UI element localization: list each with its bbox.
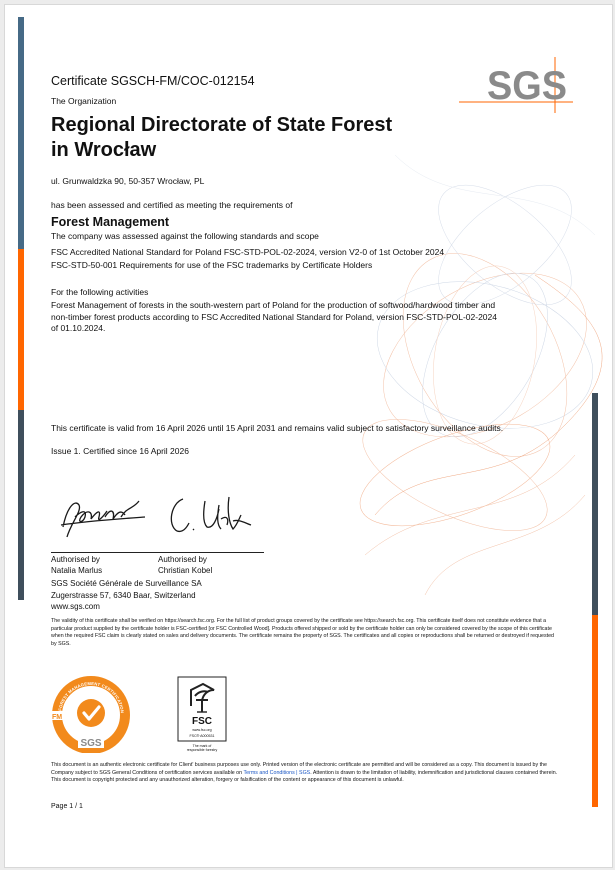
badge-ring-text: FOREST MANAGEMENT CERTIFICATION — [57, 680, 125, 714]
organization-name-line-1: Regional Directorate of State Forest — [51, 114, 393, 136]
fsc-caption-2: responsible forestry — [186, 748, 218, 752]
fsc-url: www.fsc.org — [192, 728, 212, 732]
left-stripe-orange — [18, 249, 24, 410]
disclaimer — [51, 762, 561, 785]
signature-natalia-marlus — [57, 487, 149, 545]
issuer-website[interactable]: www.sgs.com — [51, 602, 100, 611]
badge-fm-text: FM — [52, 714, 63, 721]
issuer-address — [51, 578, 202, 613]
guilloche-watermark — [335, 95, 612, 655]
sgs-logo — [455, 57, 573, 113]
fsc-caption — [173, 744, 231, 752]
forest-management-certification-badge — [51, 673, 131, 753]
activities-text: Forest Management of forests in the south-western part of Poland for the production of softwood/hardwood timber and non-timber forest products according to FSC Accredited National Standard for Poland, version FSC-STD-POL-02-2024 of 01.10.2024. — [51, 300, 497, 333]
fsc-code: FSC® A000531 — [189, 734, 215, 738]
organization-label: The Organization — [51, 96, 117, 106]
signatory-2 — [158, 554, 212, 576]
scope-subtitle: The company was assessed against the following standards and scope — [51, 231, 319, 241]
certificate-number: Certificate SGSCH-FM/COC-012154 — [51, 74, 255, 88]
activities-title: For the following activities — [51, 287, 149, 297]
signatory-2-name: Christian Kobel — [158, 566, 213, 575]
disclaimer-before-link: This document is an authentic electronic certificate for Client' business purposes use only. Printed version of the electronic certificate are permitted and will be considered as a copy. This document is issued by the Company subject to SGS General Conditions of certification services available on — [51, 762, 547, 776]
organization-name — [51, 113, 471, 163]
signatory-1 — [51, 554, 102, 576]
signatory-2-label: Authorised by — [158, 555, 207, 564]
disclaimer-after-link: . Attention is drawn to the limitation of liability, indemnification and jurisdictional clauses contained therein. This document is copyright protected and any unauthorized alteration, forgery or falsification of the content or appearance of this document is unlawful. — [51, 769, 558, 784]
issuer-name: SGS Société Générale de Surveillance SA — [51, 579, 202, 588]
left-stripe-blue — [18, 17, 24, 249]
standard-2: FSC-STD-50-001 Requirements for use of the FSC trademarks by Certificate Holders — [51, 260, 373, 270]
badge-sgs-text: SGS — [80, 738, 102, 749]
assessed-statement: has been assessed and certified as meeting the requirements of — [51, 200, 293, 210]
left-stripe-slate — [18, 410, 24, 600]
fsc-name: FSC — [192, 716, 212, 727]
signatory-1-name: Natalia Marlus — [51, 566, 103, 575]
scope-title: Forest Management — [51, 215, 170, 229]
fsc-logo — [177, 676, 227, 754]
page-number: Page 1 / 1 — [51, 803, 83, 810]
validity-statement: This certificate is valid from 16 April 2026 until 15 April 2031 and remains valid subject to satisfactory surveillance audits. — [51, 423, 504, 433]
validity-fine-print: The validity of this certificate shall be verified on https://search.fsc.org. For the full list of product groups covered by the certificate see https://search.fsc.org. This certificate itself does not constitute evidence that a particular product supplied by the certificate holder is FSC-certified [or FSC Controlled Wood]. Products offered shipped or sold by the certificate holder can only be considered covered by the scope of this certificate when the required FSC claim is clearly stated on sales and delivery documents. The certificate remains the property of SGS. The certificates and all copies or reproductions shall be returned or destroyed if requested by SGS. — [51, 618, 554, 647]
sgs-logo-text: SGS — [487, 64, 567, 108]
certificate-page — [4, 4, 613, 868]
signature-christian-kobel — [163, 489, 255, 541]
issue-statement: Issue 1. Certified since 16 April 2026 — [51, 446, 189, 456]
terms-link[interactable]: Terms and Conditions | SGS — [243, 769, 311, 776]
signature-line — [51, 552, 264, 553]
fsc-caption-1: The mark of — [192, 744, 212, 748]
organization-name-line-2: in Wrocław — [51, 139, 157, 161]
organization-address: ul. Grunwaldzka 90, 50-357 Wrocław, PL — [51, 176, 205, 186]
signatory-1-label: Authorised by — [51, 555, 100, 564]
issuer-street: Zugerstrasse 57, 6340 Baar, Switzerland — [51, 590, 196, 600]
standard-1: FSC Accredited National Standard for Poland FSC-STD-POL-02-2024, version V2-0 of 1st October 2024 — [51, 247, 445, 257]
